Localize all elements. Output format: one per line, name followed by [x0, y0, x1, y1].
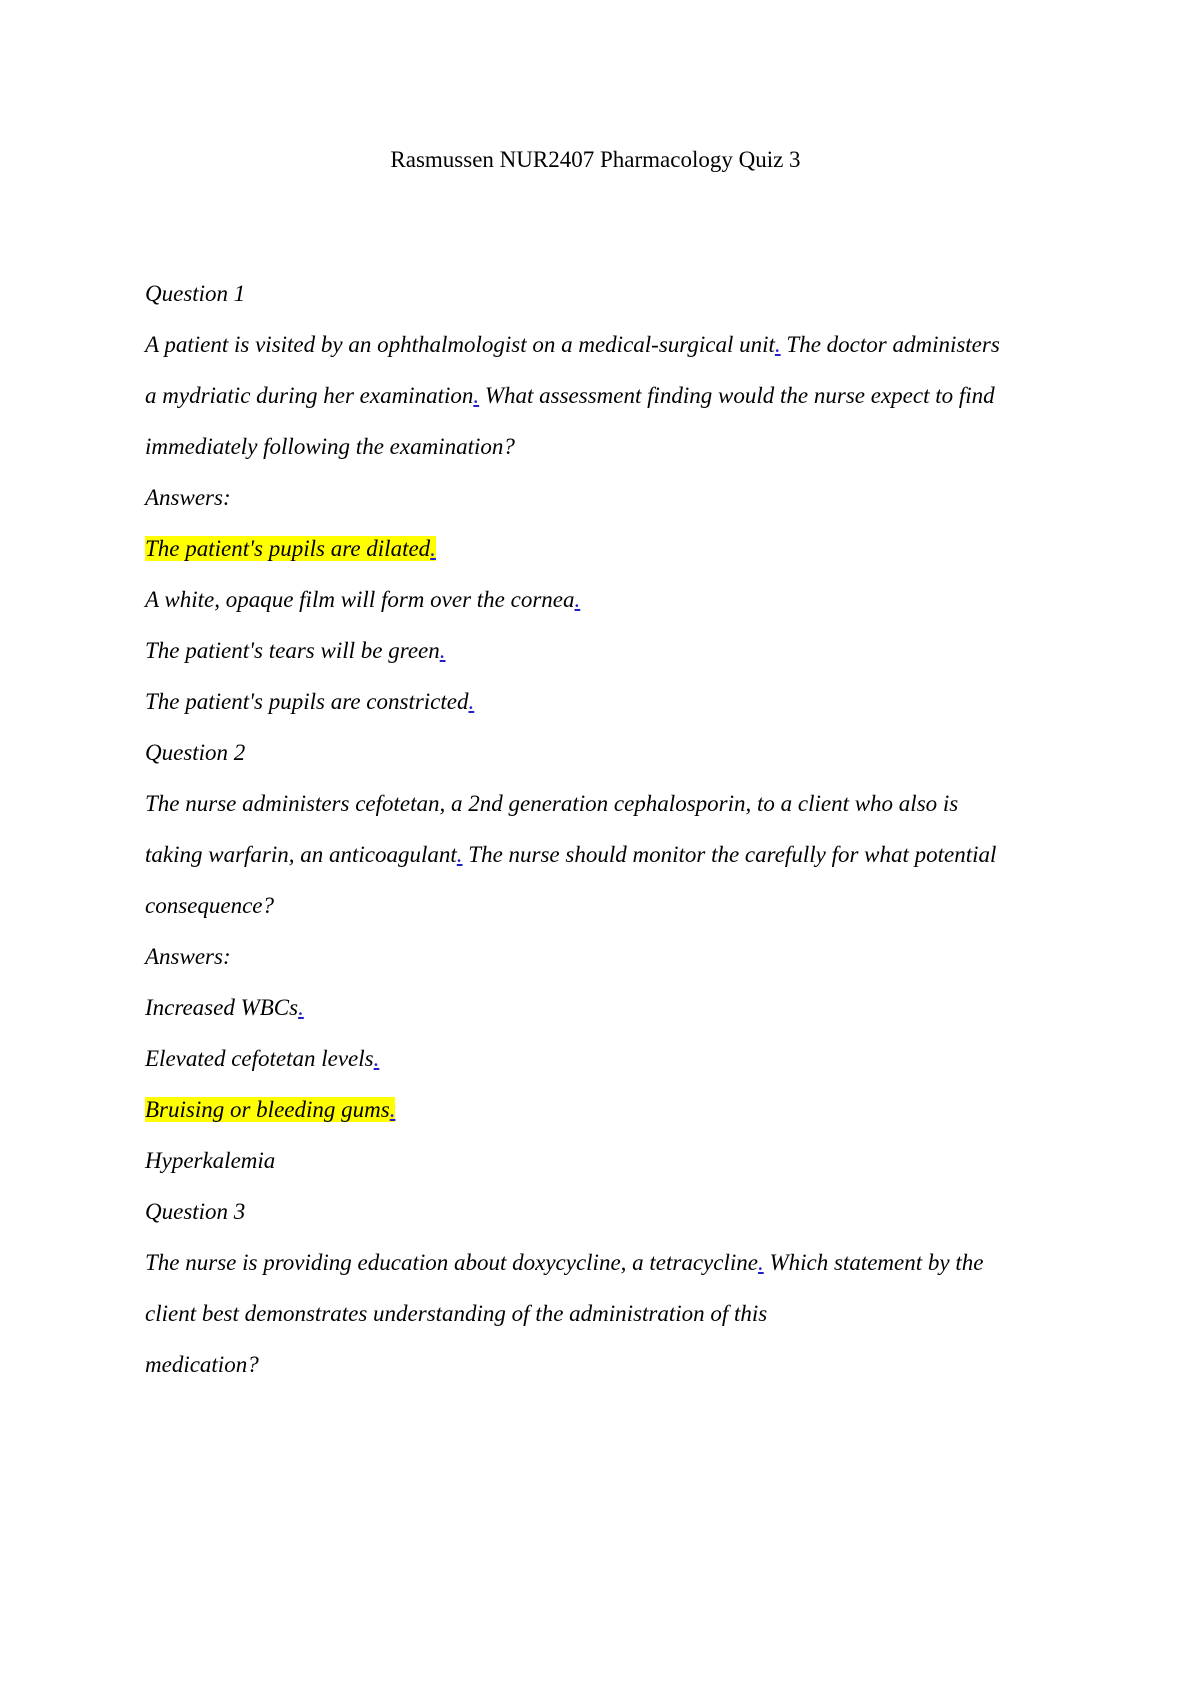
answer-option-correct — [145, 1095, 1075, 1125]
question-1-text-line-2: a mydriatic during her examination. What assessment finding would the nurse expect to find — [145, 383, 995, 408]
period-link[interactable]: . — [574, 587, 581, 612]
question-2-text-line-2: taking warfarin, an anticoagulant. The nurse should monitor the carefully for what potential — [145, 842, 997, 867]
answer-option-correct — [145, 534, 1075, 564]
period-link[interactable]: . — [757, 1250, 764, 1275]
question-1-text-line-3: immediately following the examination? — [145, 434, 515, 459]
period-link[interactable]: . — [298, 995, 304, 1020]
period-link[interactable]: . — [373, 1046, 380, 1071]
answer-option: A white, opaque film will form over the cornea. — [145, 587, 581, 612]
question-2-text-line-3: consequence? — [145, 893, 274, 918]
answer-option: The patient's pupils are constricted. — [145, 689, 475, 714]
question-3-text-line-2: client best demonstrates understanding of the administration of this — [145, 1301, 768, 1326]
document-title: Rasmussen NUR2407 Pharmacology Quiz 3 — [390, 147, 801, 172]
question-3-text-line-1: The nurse is providing education about doxycycline, a tetracycline. Which statement by the — [145, 1250, 984, 1275]
answer-option: Increased WBCs. — [145, 995, 304, 1020]
answer-option: Elevated cefotetan levels. — [145, 1046, 380, 1071]
answer-option: The patient's tears will be green. — [145, 638, 446, 663]
question-2-text-line-1: The nurse administers cefotetan, a 2nd generation cephalosporin, to a client who also is — [145, 791, 959, 816]
period-link[interactable]: . — [468, 689, 475, 714]
period-link[interactable]: . — [389, 1097, 396, 1122]
question-3-label: Question 3 — [145, 1199, 246, 1224]
question-1-text-line-1: A patient is visited by an ophthalmologist on a medical-surgical unit. The doctor administers — [145, 332, 1000, 357]
period-link[interactable]: . — [473, 383, 480, 408]
highlighted-answer: The patient's pupils are dilated. — [145, 536, 436, 561]
answers-label: Answers: — [145, 485, 231, 510]
period-link[interactable]: . — [439, 638, 446, 663]
question-2-label: Question 2 — [145, 740, 246, 765]
question-3-text-line-3: medication? — [145, 1352, 259, 1377]
period-link[interactable]: . — [430, 536, 436, 561]
period-link[interactable]: . — [774, 332, 781, 357]
question-1-label: Question 1 — [145, 281, 246, 306]
answer-option: Hyperkalemia — [145, 1148, 276, 1173]
answers-label: Answers: — [145, 944, 231, 969]
highlighted-answer: Bruising or bleeding gums. — [145, 1097, 396, 1122]
period-link[interactable]: . — [456, 842, 463, 867]
